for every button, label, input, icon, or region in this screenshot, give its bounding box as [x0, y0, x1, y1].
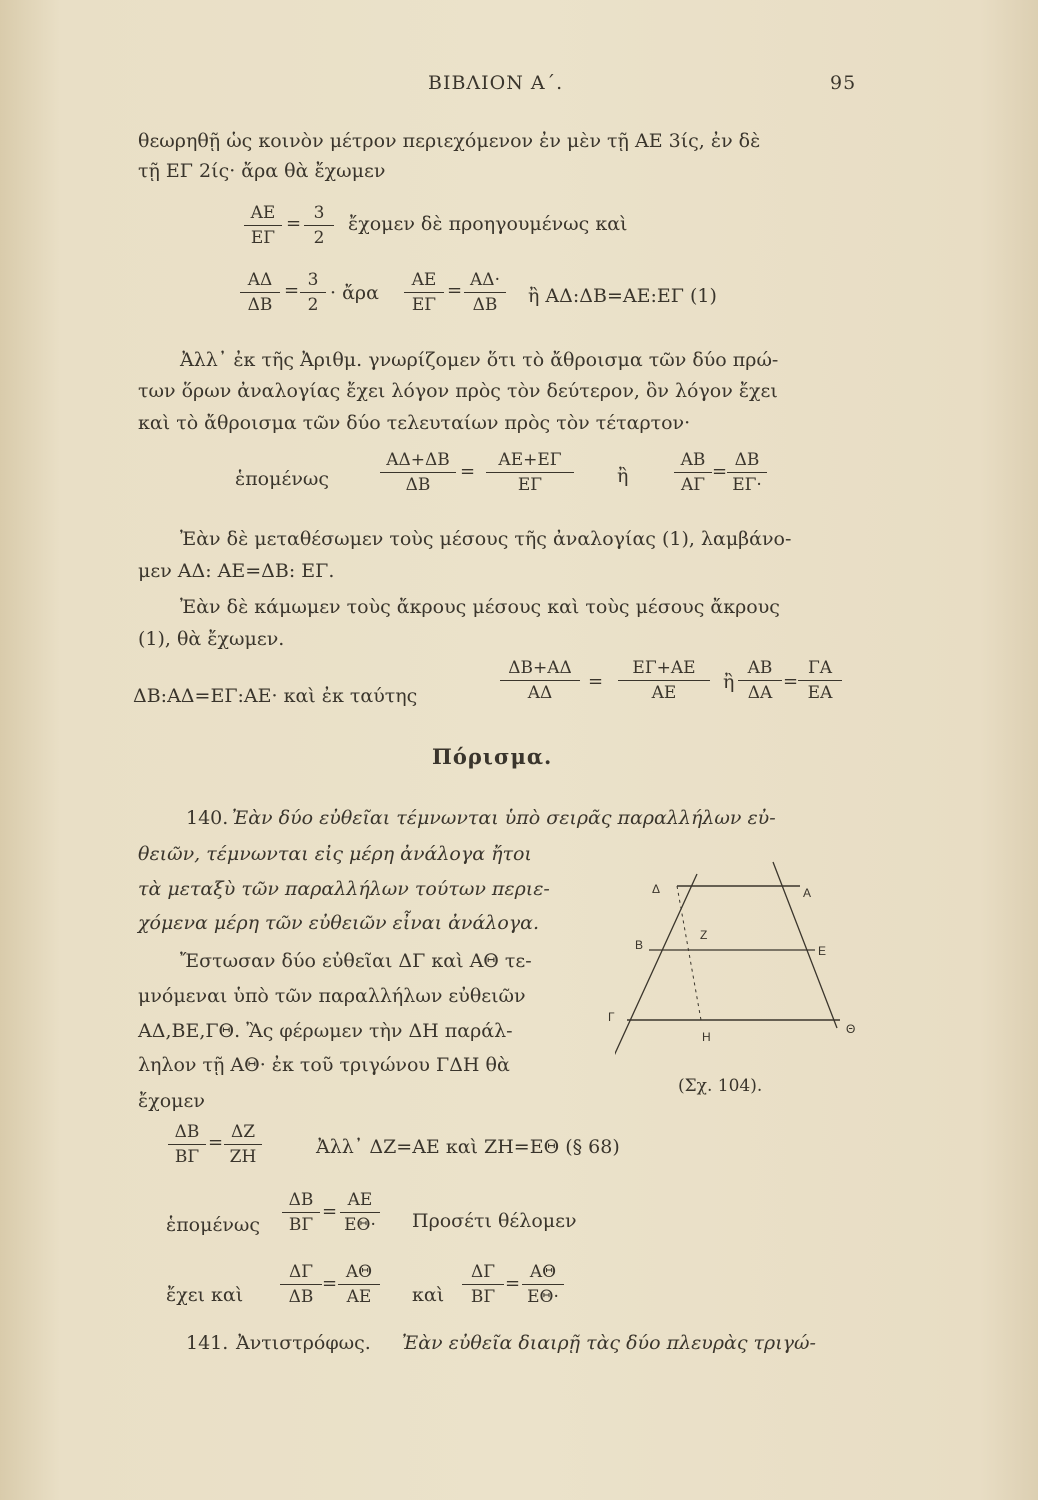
fraction-denominator: ΕΓ [411, 295, 437, 315]
fraction [300, 272, 326, 314]
fraction-numerator: ΔΒ [727, 452, 767, 473]
figure-label-g: Γ [608, 1010, 615, 1024]
fraction-numerator: ΔΒ [282, 1192, 320, 1213]
text-line: τῇ ΕΓ 2ίς· ἄρα θὰ ἔχωμεν [138, 160, 386, 182]
equals-sign: = [284, 280, 300, 301]
text-line: (1), θὰ ἔχωμεν. [138, 628, 285, 650]
equals-sign: = [460, 461, 476, 482]
fraction-denominator: 2 [313, 228, 325, 248]
figure-label-z: Ζ [700, 928, 708, 942]
fraction [727, 452, 767, 494]
figure-label-d: Δ [652, 882, 661, 896]
fraction [464, 272, 506, 314]
figure-label-b: Β [635, 938, 644, 952]
fraction-denominator: ΒΓ [174, 1147, 200, 1167]
text-line: ἔχει καὶ [166, 1284, 244, 1306]
equals-sign: = [712, 461, 728, 482]
section-heading: Πόρισμα. [432, 744, 553, 769]
text-line: Ἔστωσαν δύο εὐθεῖαι ΔΓ καὶ ΑΘ τε- [180, 950, 532, 972]
fraction-numerator: ΕΓ+ΑΕ [618, 660, 710, 681]
fraction-numerator: ΔΓ [280, 1264, 322, 1285]
text-line: ΑΔ,ΒΕ,ΓΘ. Ἂς φέρωμεν τὴν ΔΗ παράλ- [138, 1020, 513, 1042]
fraction-denominator: ΕΓ [250, 228, 276, 248]
fraction [462, 1264, 504, 1306]
fraction [280, 1264, 322, 1306]
item-number: 141. [186, 1332, 229, 1354]
text-line: των ὅρων ἀναλογίας ἔχει λόγον πρὸς τὸν δεύτερον, ὃν λόγον ἔχει [138, 380, 778, 402]
fraction-denominator: ΕΓ [517, 475, 543, 495]
fraction-denominator: ΕΘ· [344, 1215, 376, 1235]
text-line: · ἄρα [330, 282, 379, 304]
text-line: ἔχομεν [138, 1090, 205, 1112]
fraction-denominator: ΕΑ [807, 683, 833, 703]
text-line: μνόμεναι ὑπὸ τῶν παραλλήλων εὐθειῶν [138, 985, 526, 1007]
text-line: Ἐὰν εὐθεῖα διαιρῇ τὰς δύο πλευρὰς τριγώ- [402, 1332, 816, 1354]
fraction-numerator: ΓΑ [798, 660, 842, 681]
fraction-denominator: ΕΘ· [527, 1287, 559, 1307]
fraction-denominator: ΒΓ [470, 1287, 496, 1307]
fraction [338, 1264, 380, 1306]
line-dg [615, 874, 697, 1058]
fraction-numerator: 3 [300, 272, 326, 293]
text-line: καὶ τὸ ἄθροισμα τῶν δύο τελευταίων πρὸς τὸν τέταρτον· [138, 412, 691, 434]
fraction-numerator: ΔΒ+ΑΔ [500, 660, 580, 681]
geometry-figure [615, 850, 845, 1080]
text-line: ἢ [617, 465, 629, 487]
text-line: ἢ ΑΔ:ΔΒ=ΑΕ:ΕΓ (1) [528, 285, 717, 307]
fraction-denominator: 2 [307, 295, 319, 315]
text-line: Προσέτι θέλομεν [412, 1210, 577, 1232]
fraction-denominator: ΕΓ· [732, 475, 762, 495]
equals-sign: = [208, 1132, 224, 1153]
fraction-denominator: ΖΗ [229, 1147, 257, 1167]
fraction [486, 452, 574, 494]
equals-sign: = [505, 1273, 521, 1294]
fraction-denominator: ΔΒ [472, 295, 498, 315]
fraction [380, 452, 456, 494]
fraction-numerator: ΔΖ [224, 1124, 262, 1145]
running-head-title: ΒΙΒΛΙΟΝ Α΄. [428, 72, 564, 94]
figure-caption: (Σχ. 104). [678, 1076, 763, 1096]
text-line: ἔχομεν δὲ προηγουμένως καὶ [348, 213, 628, 235]
figure-label-h: Η [702, 1030, 711, 1044]
equals-sign: = [286, 213, 302, 234]
text-line: Ἀντιστρόφως. [236, 1332, 371, 1354]
text-line: θεωρηθῇ ὡς κοινὸν μέτρον περιεχόμενον ἐν μὲν τῇ ΑΕ 3ίς, ἐν δὲ [138, 130, 761, 152]
fraction-numerator: ΑΕ [244, 205, 282, 226]
fraction-denominator: ΑΓ [680, 475, 706, 495]
fraction [674, 452, 712, 494]
equals-sign: = [783, 671, 799, 692]
fraction-numerator: ΑΒ [738, 660, 782, 681]
fraction-numerator: ΔΓ [462, 1264, 504, 1285]
fraction [168, 1124, 206, 1166]
text-line: ἢ [723, 671, 735, 693]
text-line: θειῶν, τέμνωνται εἰς μέρη ἀνάλογα ἤτοι [138, 843, 532, 865]
fraction-denominator: ΔΒ [405, 475, 431, 495]
equals-sign: = [322, 1201, 338, 1222]
figure-label-a: Α [803, 886, 812, 900]
text-line: Ἀλλ᾽ ἐκ τῆς Ἀριθμ. γνωρίζομεν ὅτι τὸ ἄθροισμα τῶν δύο πρώ- [180, 349, 779, 371]
figure-label-th: Θ [846, 1022, 856, 1036]
text-line: χόμενα μέρη τῶν εὐθειῶν εἶναι ἀνάλογα. [138, 912, 539, 934]
fraction-numerator: 3 [304, 205, 334, 226]
figure-label-e: Ε [818, 944, 827, 958]
fraction-denominator: ΑΔ [527, 683, 553, 703]
fraction-denominator: ΔΒ [288, 1287, 314, 1307]
fraction-numerator: ΑΒ [674, 452, 712, 473]
text-line: τὰ μεταξὺ τῶν παραλλήλων τούτων περιε- [138, 878, 550, 900]
fraction-denominator: ΔΑ [747, 683, 773, 703]
fraction-numerator: ΑΕ [340, 1192, 380, 1213]
text-line: Ἀλλ᾽ ΔΖ=ΑΕ καὶ ΖΗ=ΕΘ (§ 68) [316, 1136, 620, 1158]
item-number: 140. [186, 807, 229, 829]
fraction [244, 205, 282, 247]
fraction [340, 1192, 380, 1234]
fraction-numerator: ΔΒ [168, 1124, 206, 1145]
fraction-numerator: ΑΕ+ΕΓ [486, 452, 574, 473]
fraction-denominator: ΑΕ [651, 683, 677, 703]
fraction-denominator: ΔΒ [247, 295, 273, 315]
line-dh [677, 886, 701, 1020]
fraction [798, 660, 842, 702]
text-line: μεν ΑΔ: ΑΕ=ΔΒ: ΕΓ. [138, 560, 335, 582]
equals-sign: = [322, 1273, 338, 1294]
text-line: ληλον τῇ ΑΘ· ἐκ τοῦ τριγώνου ΓΔΗ θὰ [138, 1054, 510, 1076]
fraction [738, 660, 782, 702]
fraction-denominator: ΒΓ [288, 1215, 314, 1235]
fraction [522, 1264, 564, 1306]
fraction [304, 205, 334, 247]
text-line: καὶ [412, 1284, 445, 1306]
fraction-numerator: ΑΔ· [464, 272, 506, 293]
fraction [618, 660, 710, 702]
text-line: Ἐὰν δὲ μεταθέσωμεν τοὺς μέσους τῆς ἀναλογίας (1), λαμβάνο- [180, 528, 792, 550]
text-line: Ἐὰν δὲ κάμωμεν τοὺς ἄκρους μέσους καὶ τοὺς μέσους ἄκρους [180, 596, 780, 618]
fraction-denominator: ΑΕ [346, 1287, 372, 1307]
fraction-numerator: ΑΔ+ΔΒ [380, 452, 456, 473]
text-line: ἑπομένως [166, 1214, 260, 1236]
equals-sign: = [447, 280, 463, 301]
text-line: ἑπομένως [235, 468, 329, 490]
fraction [240, 272, 280, 314]
page-number: 95 [830, 72, 857, 94]
fraction [404, 272, 444, 314]
fraction-numerator: ΑΘ [522, 1264, 564, 1285]
text-line: Ἐὰν δύο εὐθεῖαι τέμνωνται ὑπὸ σειρᾶς παραλλήλων εὐ- [232, 807, 776, 829]
equals-sign: = [588, 671, 604, 692]
fraction [282, 1192, 320, 1234]
fraction [224, 1124, 262, 1166]
fraction [500, 660, 580, 702]
fraction-numerator: ΑΘ [338, 1264, 380, 1285]
fraction-numerator: ΑΔ [240, 272, 280, 293]
text-line: ΔΒ:ΑΔ=ΕΓ:ΑΕ· καὶ ἐκ ταύτης [133, 685, 418, 707]
fraction-numerator: ΑΕ [404, 272, 444, 293]
